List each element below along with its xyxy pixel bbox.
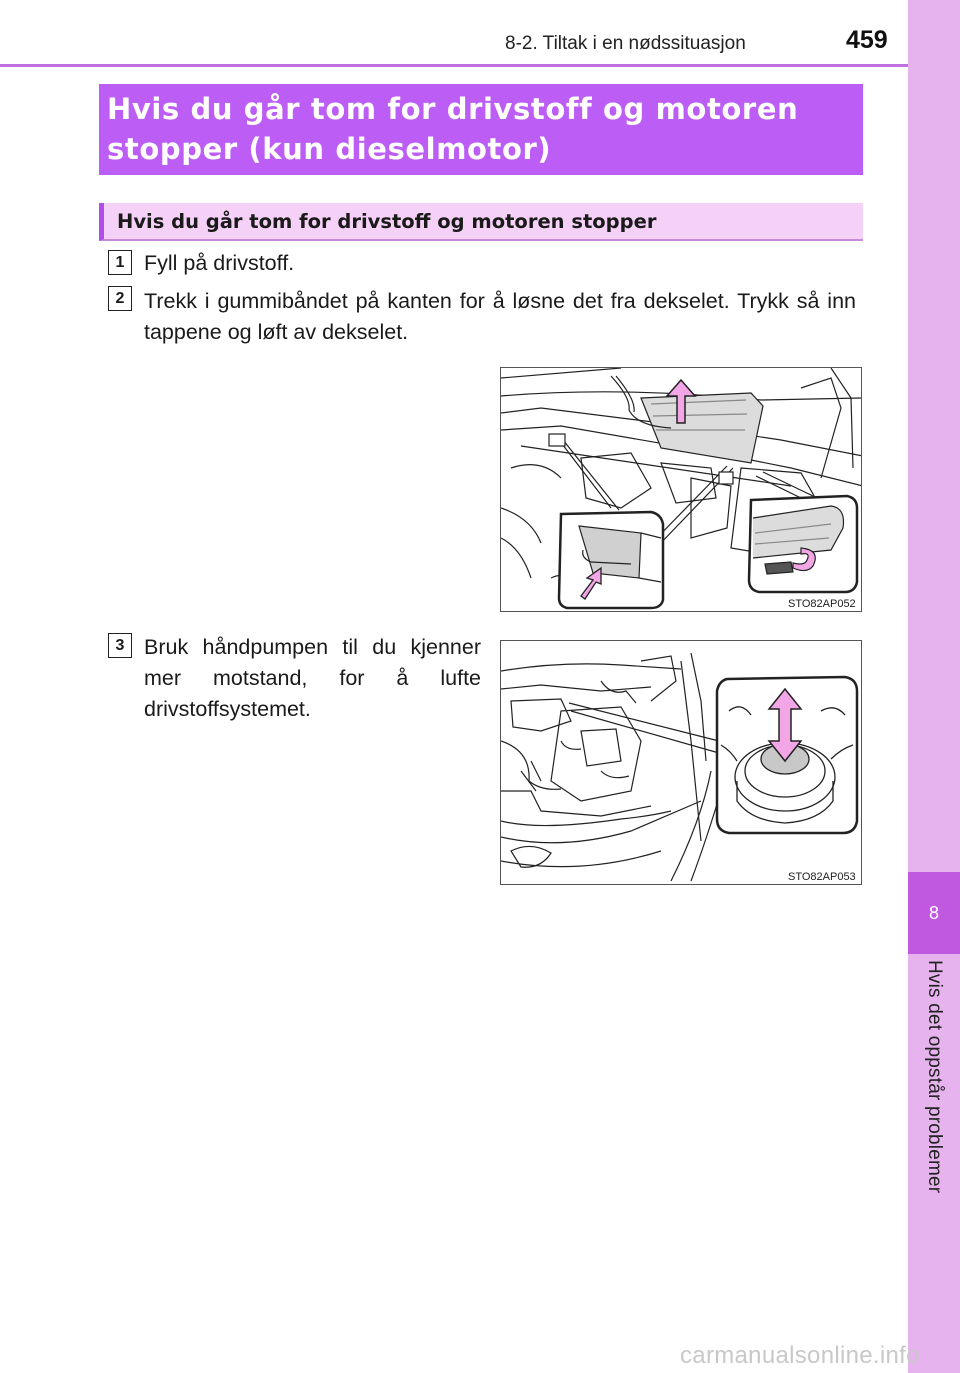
step-number-1: 1: [108, 250, 132, 275]
page-number: 459: [846, 26, 888, 54]
subtitle: Hvis du går tom for drivstoff og motoren stopper: [117, 209, 657, 233]
step-number-3: 3: [108, 633, 132, 658]
chapter-title-vertical: Hvis det oppstår problemer: [924, 960, 945, 1194]
step-text-2: Trekk i gummibåndet på kanten for å løsne det fra dekselet. Trykk så inn tappene og løft av dekselet.: [144, 289, 856, 344]
watermark: carmanualsonline.info: [680, 1342, 920, 1369]
chapter-number-badge: 8: [908, 872, 960, 954]
step-text-3: Bruk håndpumpen til du kjenner mer motstand, for å lufte drivstoffsystemet.: [144, 635, 481, 721]
header-divider: [0, 64, 908, 67]
figure-code-1: STO82AP052: [788, 598, 856, 610]
step-number-2: 2: [108, 286, 132, 311]
title-banner: [99, 84, 863, 175]
page-title-line-1: Hvis du går tom for drivstoff og motoren: [107, 92, 799, 126]
step-text-1: Fyll på drivstoff.: [144, 251, 295, 275]
page-title: [107, 89, 853, 169]
engine-cover-illustration: [501, 368, 862, 612]
page-title-line-2: stopper (kun dieselmotor): [107, 132, 552, 166]
figure-code-2: STO82AP053: [788, 871, 856, 883]
figure-engine-cover: [500, 367, 862, 612]
figure-hand-pump: [500, 640, 862, 885]
section-label: 8-2. Tiltak i en nødssituasjon: [505, 33, 746, 54]
hand-pump-illustration: [501, 641, 862, 885]
subtitle-banner: [99, 203, 863, 241]
